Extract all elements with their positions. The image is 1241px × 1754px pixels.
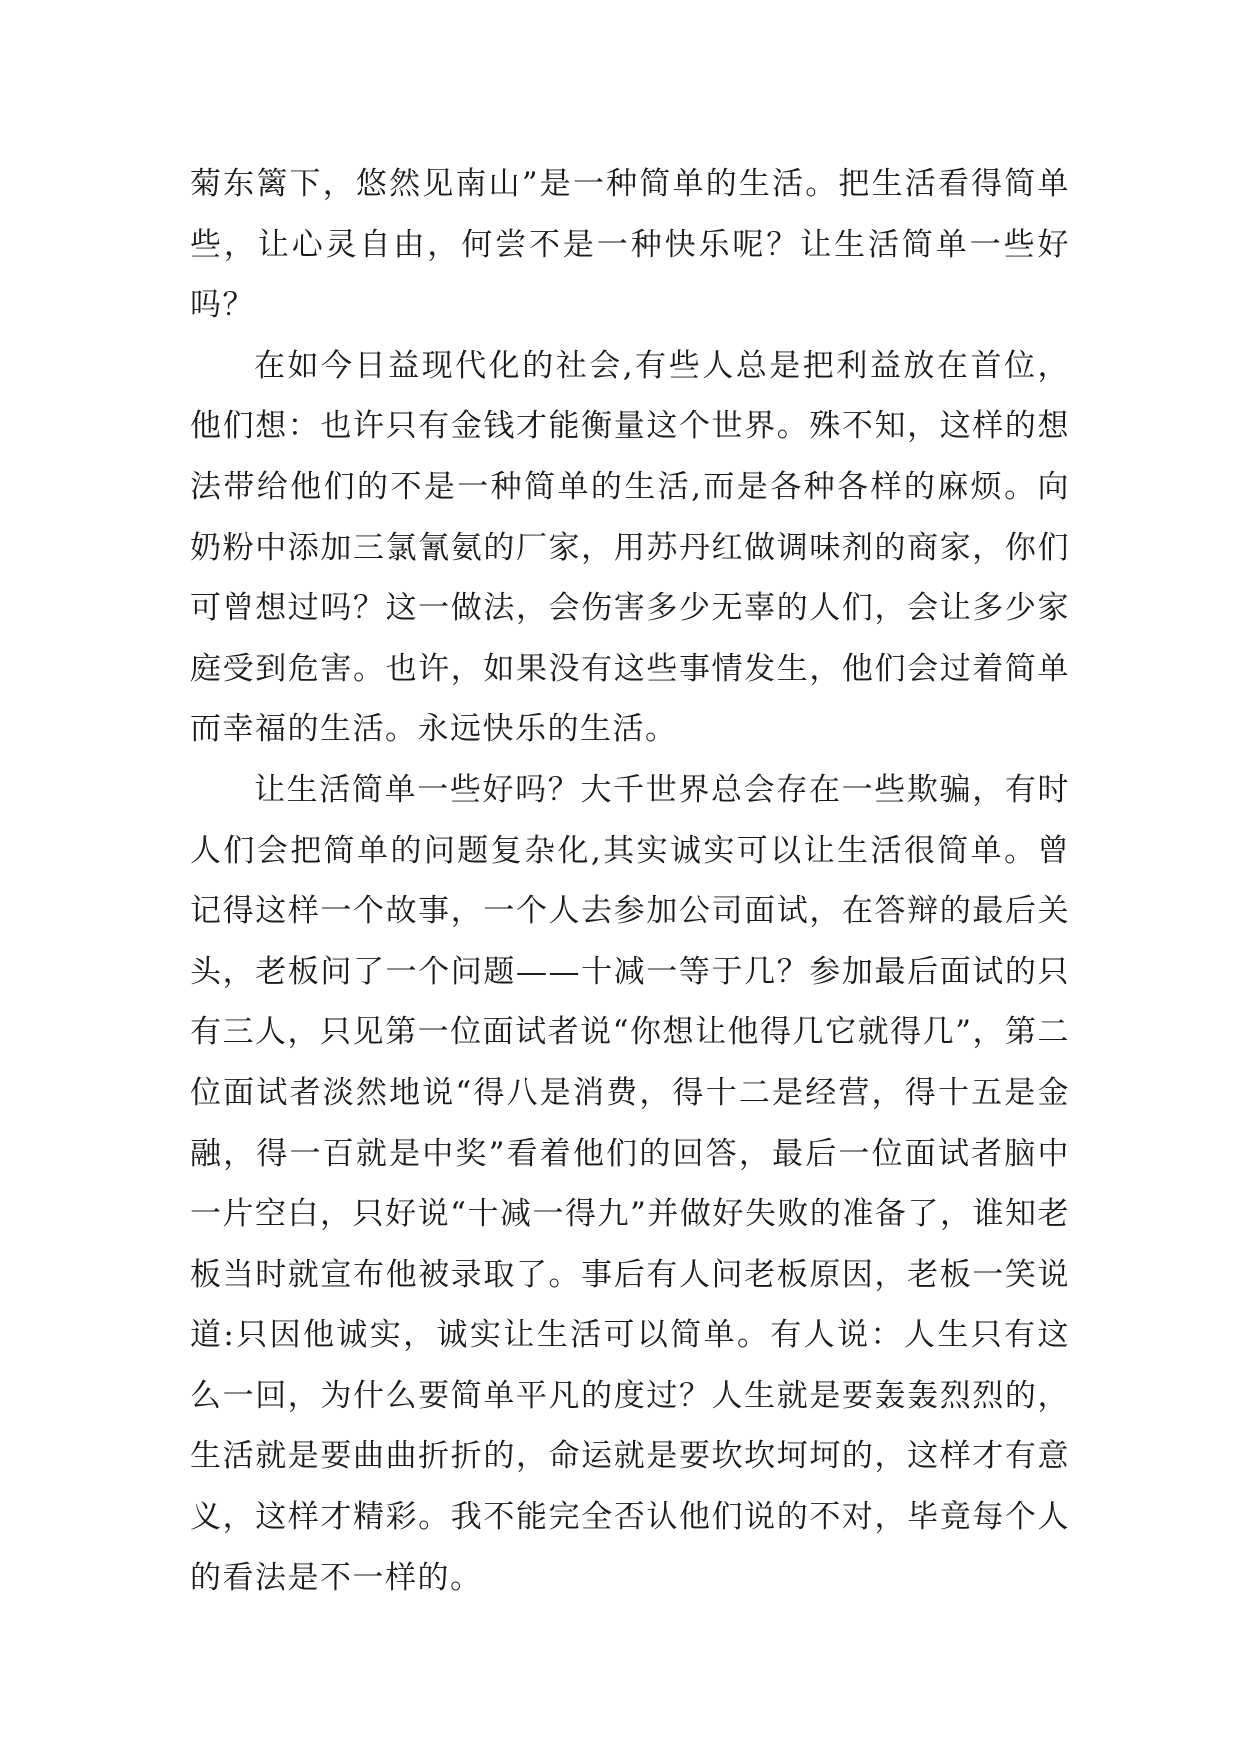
document-body [190, 154, 1070, 1608]
paragraph-2: 在如今日益现代化的社会,有些人总是把利益放在首位，他们想：也许只有金钱才能衡量这个世界。殊不知，这样的想法带给他们的不是一种简单的生活,而是各种各样的麻烦。向奶粉中添加三氯氰氨的厂家，用苏丹红做调味剂的商家，你们可曾想过吗？这一做法，会伤害多少无辜的人们，会让多少家庭受到危害。也许，如果没有这些事情发生，他们会过着简单而幸福的生活。永远快乐的生活。 [190, 347, 1070, 748]
paragraph-3: 让生活简单一些好吗？大千世界总会存在一些欺骗，有时人们会把简单的问题复杂化,其实诚实可以让生活很简单。曾记得这样一个故事，一个人去参加公司面试，在答辩的最后关头，老板问了一个问题——十减一等于几？参加最后面试的只有三人，只见第一位面试者说“你想让他得几它就得几”，第二位面试者淡然地说“得八是消费，得十二是经营，得十五是金融，得一百就是中奖”看着他们的回答，最后一位面试者脑中一片空白，只好说“十减一得九”并做好失败的准备了，谁知老板当时就宣布他被录取了。事后有人问老板原因，老板一笑说道:只因他诚实，诚实让生活可以简单。有人说：人生只有这么一回，为什么要简单平凡的度过？人生就是要轰轰烈烈的，生活就是要曲曲折折的，命运就是要坎坎坷坷的，这样才有意义，这样才精彩。我不能完全否认他们说的不对，毕竟每个人的看法是不一样的。 [190, 771, 1070, 1596]
paragraph-1: 菊东篱下，悠然见南山”是一种简单的生活。把生活看得简单些，让心灵自由，何尝不是一种快乐呢？让生活简单一些好吗？ [190, 166, 1070, 324]
